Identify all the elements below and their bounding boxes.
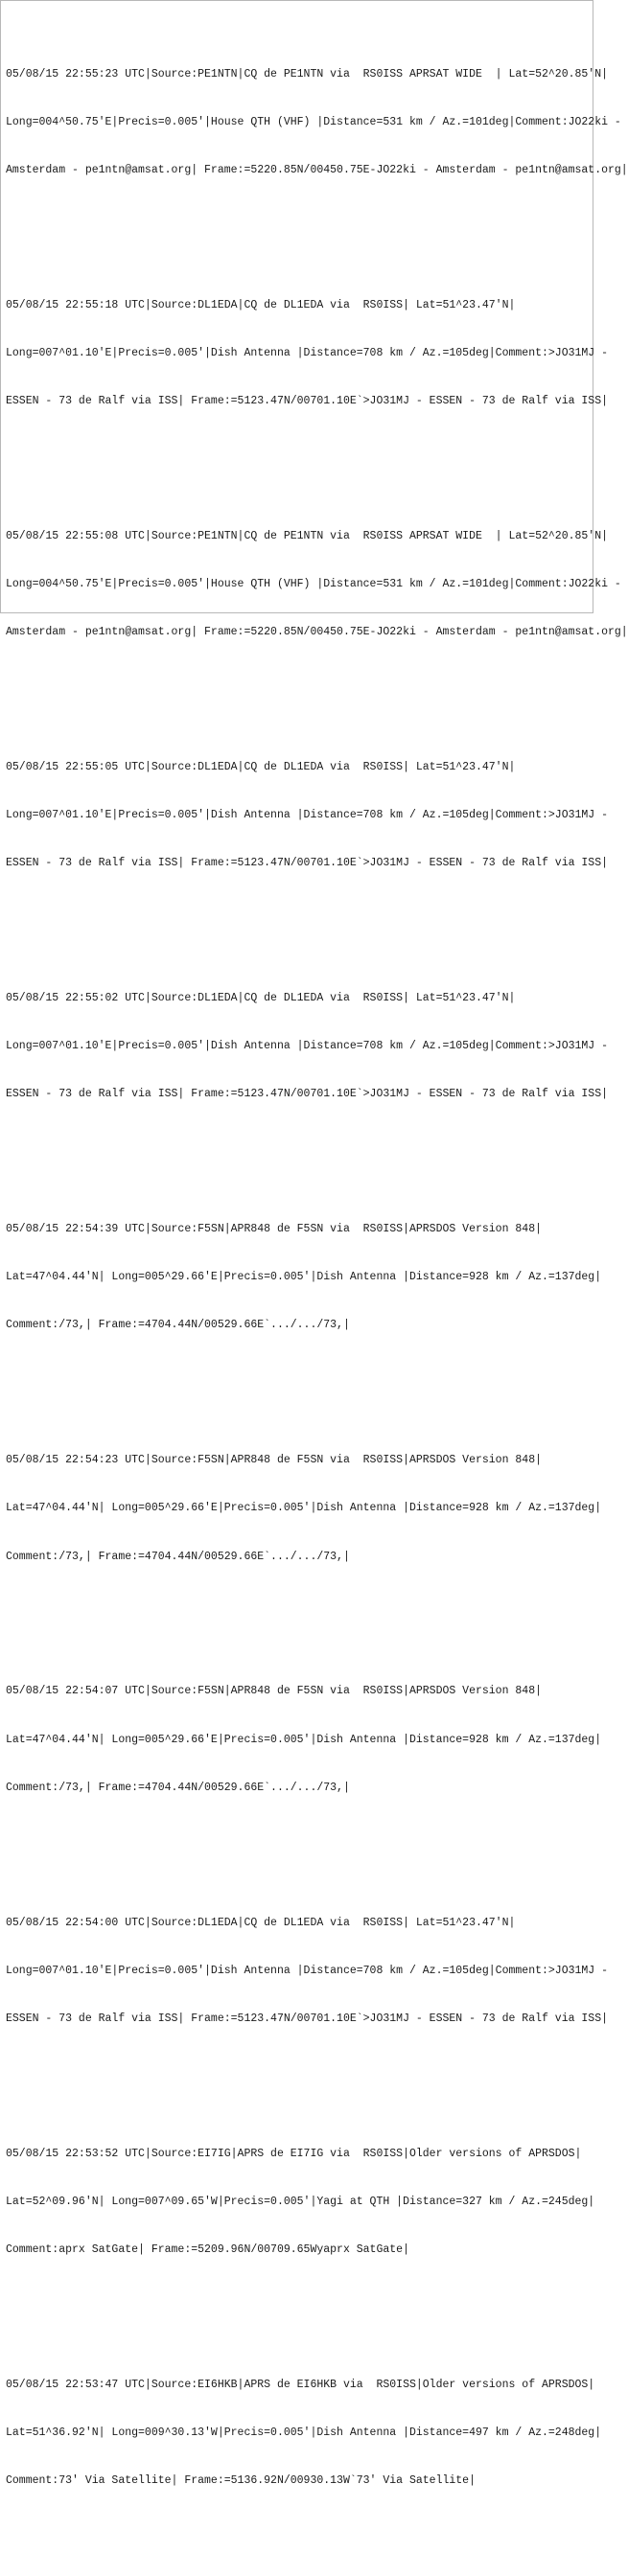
log-line: Lat=47^04.44'N| Long=005^29.66'E|Precis=0.005'|Dish Antenna |Distance=928 km / Az.=137deg|: [6, 1733, 602, 1746]
log-line: 05/08/15 22:55:18 UTC|Source:DL1EDA|CQ de DL1EDA via RS0ISS| Lat=51^23.47'N|: [6, 298, 516, 311]
log-entry: [6, 959, 609, 1136]
log-line: Comment:/73,| Frame:=4704.44N/00529.66E`.../.../73,|: [6, 1550, 350, 1563]
log-line: ESSEN - 73 de Ralf via ISS| Frame:=5123.47N/00701.10E`>JO31MJ - ESSEN - 73 de Ralf via ISS|: [6, 1088, 609, 1101]
log-line: 05/08/15 22:54:39 UTC|Source:F5SN|APR848 de F5SN via RS0ISS|APRSDOS Version 848|: [6, 1223, 542, 1236]
log-line: ESSEN - 73 de Ralf via ISS| Frame:=5123.47N/00701.10E`>JO31MJ - ESSEN - 73 de Ralf via ISS|: [6, 2012, 609, 2025]
log-line: Comment:73' Via Satellite| Frame:=5136.92N/00930.13W`73' Via Satellite|: [6, 2473, 476, 2487]
log-line: 05/08/15 22:54:07 UTC|Source:F5SN|APR848 de F5SN via RS0ISS|APRSDOS Version 848|: [6, 1685, 542, 1698]
log-line: ESSEN - 73 de Ralf via ISS| Frame:=5123.47N/00701.10E`>JO31MJ - ESSEN - 73 de Ralf via ISS|: [6, 857, 609, 870]
log-line: Comment:aprx SatGate| Frame:=5209.96N/00709.65Wyaprx SatGate|: [6, 2242, 409, 2256]
log-line: Amsterdam - pe1ntn@amsat.org| Frame:=5220.85N/00450.75E-JO22ki - Amsterdam - pe1ntn@amsat.org|: [6, 164, 628, 176]
log-line: Lat=47^04.44'N| Long=005^29.66'E|Precis=0.005'|Dish Antenna |Distance=928 km / Az.=137deg|: [6, 1271, 602, 1284]
log-line: 05/08/15 22:55:05 UTC|Source:DL1EDA|CQ de DL1EDA via RS0ISS| Lat=51^23.47'N|: [6, 761, 516, 774]
log-line: Long=007^01.10'E|Precis=0.005'|Dish Antenna |Distance=708 km / Az.=105deg|Comment:>JO31MJ -: [6, 809, 609, 822]
log-line: Long=004^50.75'E|Precis=0.005'|House QTH (VHF) |Distance=531 km / Az.=101deg|Comment:JO22ki -: [6, 578, 621, 591]
log-line: 05/08/15 22:54:00 UTC|Source:DL1EDA|CQ de DL1EDA via RS0ISS| Lat=51^23.47'N|: [6, 1916, 516, 1929]
log-line: 05/08/15 22:55:23 UTC|Source:PE1NTN|CQ de PE1NTN via RS0ISS APRSAT WIDE | Lat=52^20.85'N|: [6, 67, 609, 80]
log-line: Long=004^50.75'E|Precis=0.005'|House QTH (VHF) |Distance=531 km / Az.=101deg|Comment:JO22ki -: [6, 115, 621, 128]
log-line: 05/08/15 22:53:52 UTC|Source:EI7IG|APRS de EI7IG via RS0ISS|Older versions of APRSDOS|: [6, 2147, 582, 2160]
log-line: 05/08/15 22:55:08 UTC|Source:PE1NTN|CQ de PE1NTN via RS0ISS APRSAT WIDE | Lat=52^20.85'N|: [6, 530, 609, 542]
log-entry: [6, 266, 609, 443]
log-line: Lat=51^36.92'N| Long=009^30.13'W|Precis=0.005'|Dish Antenna |Distance=497 km / Az.=248deg|: [6, 2426, 602, 2439]
log-line: 05/08/15 22:55:02 UTC|Source:DL1EDA|CQ de DL1EDA via RS0ISS| Lat=51^23.47'N|: [6, 992, 516, 1005]
log-line: Lat=52^09.96'N| Long=007^09.65'W|Precis=0.005'|Yagi at QTH |Distance=327 km / Az.=245deg|: [6, 2195, 595, 2208]
log-line: ESSEN - 73 de Ralf via ISS| Frame:=5123.47N/00701.10E`>JO31MJ - ESSEN - 73 de Ralf via ISS|: [6, 395, 609, 408]
log-line: Long=007^01.10'E|Precis=0.005'|Dish Antenna |Distance=708 km / Az.=105deg|Comment:>JO31MJ -: [6, 1964, 609, 1977]
log-line: 05/08/15 22:54:23 UTC|Source:F5SN|APR848 de F5SN via RS0ISS|APRSDOS Version 848|: [6, 1454, 542, 1467]
log-entry: [6, 497, 628, 674]
log-entry: [6, 1190, 602, 1367]
log-entry: [6, 1883, 609, 2059]
log-entry: [6, 34, 628, 211]
log-entry: [6, 2114, 595, 2290]
log-entry: [6, 728, 609, 905]
log-line: Comment:/73,| Frame:=4704.44N/00529.66E`.../.../73,|: [6, 1319, 350, 1332]
log-line: Amsterdam - pe1ntn@amsat.org| Frame:=5220.85N/00450.75E-JO22ki - Amsterdam - pe1ntn@amsat.org|: [6, 626, 628, 639]
log-entry: [6, 1421, 602, 1598]
log-line: Lat=47^04.44'N| Long=005^29.66'E|Precis=0.005'|Dish Antenna |Distance=928 km / Az.=137deg|: [6, 1502, 602, 1515]
log-entry: [6, 2345, 602, 2521]
log-line: Long=007^01.10'E|Precis=0.005'|Dish Antenna |Distance=708 km / Az.=105deg|Comment:>JO31MJ -: [6, 347, 609, 359]
log-entry: [6, 1652, 602, 1828]
log-line: Comment:/73,| Frame:=4704.44N/00529.66E`.../.../73,|: [6, 1781, 350, 1794]
log-line: 05/08/15 22:53:47 UTC|Source:EI6HKB|APRS de EI6HKB via RS0ISS|Older versions of APRSDOS|: [6, 2378, 595, 2391]
log-line: Long=007^01.10'E|Precis=0.005'|Dish Antenna |Distance=708 km / Az.=105deg|Comment:>JO31MJ -: [6, 1040, 609, 1053]
packet-log: [6, 3, 628, 2576]
